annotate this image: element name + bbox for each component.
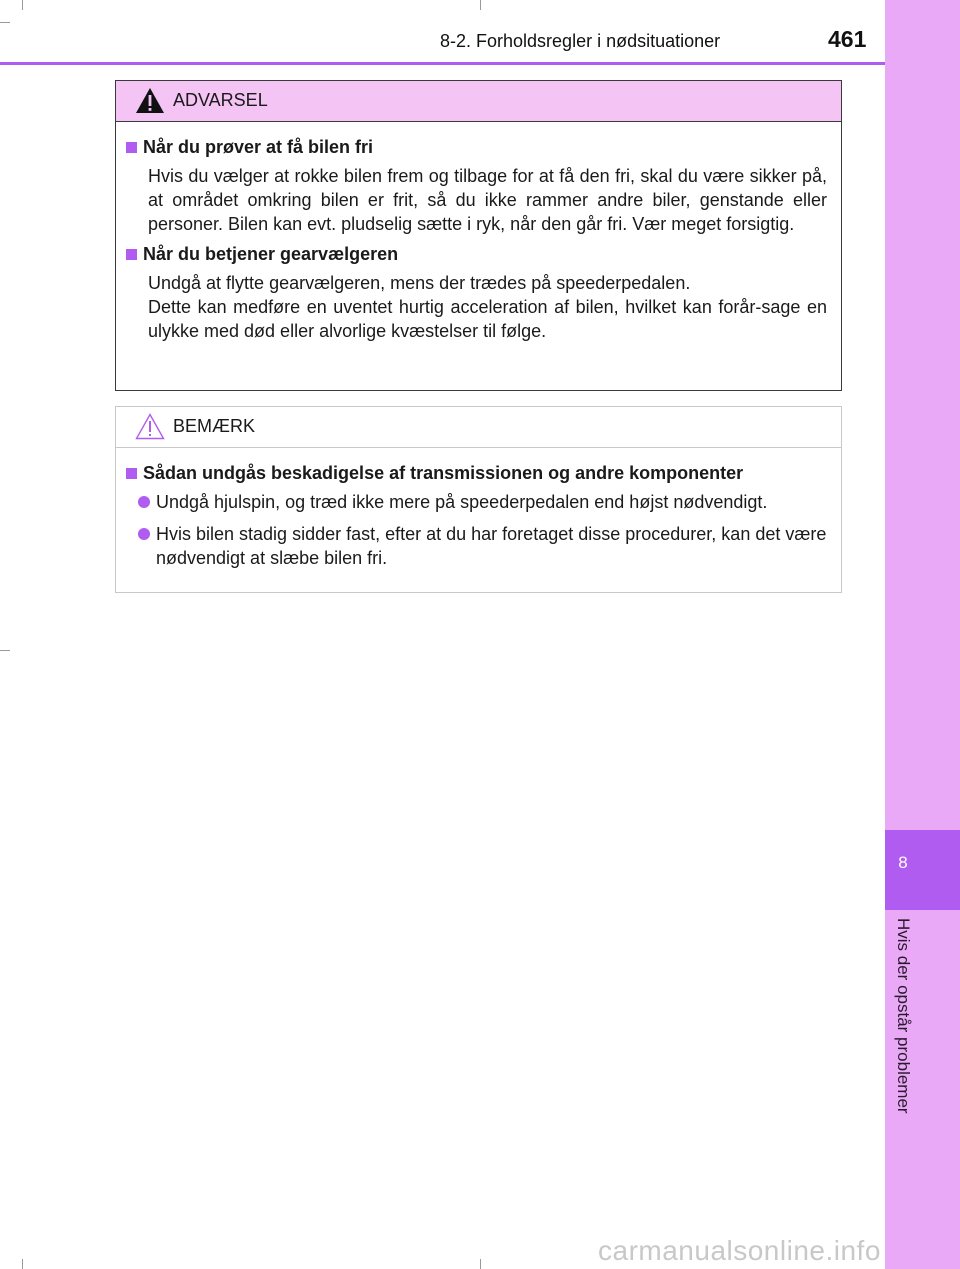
crop-mark	[22, 0, 23, 10]
paragraph: Undgå at flytte gearvælgeren, mens der trædes på speederpedalen.	[148, 273, 691, 293]
round-bullet-icon	[138, 528, 150, 540]
crop-mark	[480, 1259, 481, 1269]
section-heading	[126, 137, 827, 158]
caution-triangle-icon	[135, 413, 165, 440]
chapter-number: 8	[898, 853, 908, 872]
chapter-title: Hvis der opstår problemer	[894, 918, 913, 1114]
section-heading	[126, 463, 827, 484]
crop-mark	[0, 650, 10, 651]
square-bullet-icon	[126, 468, 137, 479]
page-number: 461	[828, 26, 867, 52]
notice-box	[115, 406, 842, 593]
list-item	[138, 490, 827, 514]
notice-header	[116, 407, 841, 448]
notice-label: BEMÆRK	[173, 416, 256, 436]
square-bullet-icon	[126, 142, 137, 153]
paragraph: Hvis du vælger at rokke bilen frem og tilbage for at få den fri, skal du være sikker på, at området omkring bilen er frit, så du ikke rammer andre biler, genstande eller personer. Bilen kan evt. pludselig sætte i ryk, når den går fri. Vær meget forsigtig.	[148, 166, 827, 234]
square-bullet-icon	[126, 249, 137, 260]
section-title: 8-2. Forholdsregler i nødsituationer	[440, 31, 721, 51]
warning-label: ADVARSEL	[173, 90, 268, 110]
header-rule	[0, 62, 885, 65]
list-item	[138, 522, 827, 570]
warning-box	[115, 80, 842, 391]
warning-header	[116, 81, 841, 122]
crop-mark	[22, 1259, 23, 1269]
list-item-text: Hvis bilen stadig sidder fast, efter at du har foretaget disse procedurer, kan det være nødvendigt at slæbe bilen fri.	[156, 524, 827, 568]
list-item-text: Undgå hjulspin, og træd ikke mere på speederpedalen end højst nødvendigt.	[156, 492, 768, 512]
section-heading-text: Sådan undgås beskadigelse af transmissionen og andre komponenter	[143, 463, 744, 483]
crop-mark	[0, 22, 10, 23]
warning-triangle-icon	[135, 87, 165, 114]
warning-body	[116, 122, 841, 343]
notice-body	[116, 448, 841, 570]
section-heading-text: Når du prøver at få bilen fri	[143, 137, 374, 157]
crop-mark	[480, 0, 481, 10]
watermark: carmanualsonline.info	[598, 1235, 881, 1266]
paragraph: Dette kan medføre en uventet hurtig acceleration af bilen, hvilket kan forår-sage en ulykke med død eller alvorlige kvæstelser til følge.	[148, 297, 827, 341]
round-bullet-icon	[138, 496, 150, 508]
section-heading-text: Når du betjener gearvælgeren	[143, 244, 399, 264]
section-heading	[126, 244, 827, 265]
